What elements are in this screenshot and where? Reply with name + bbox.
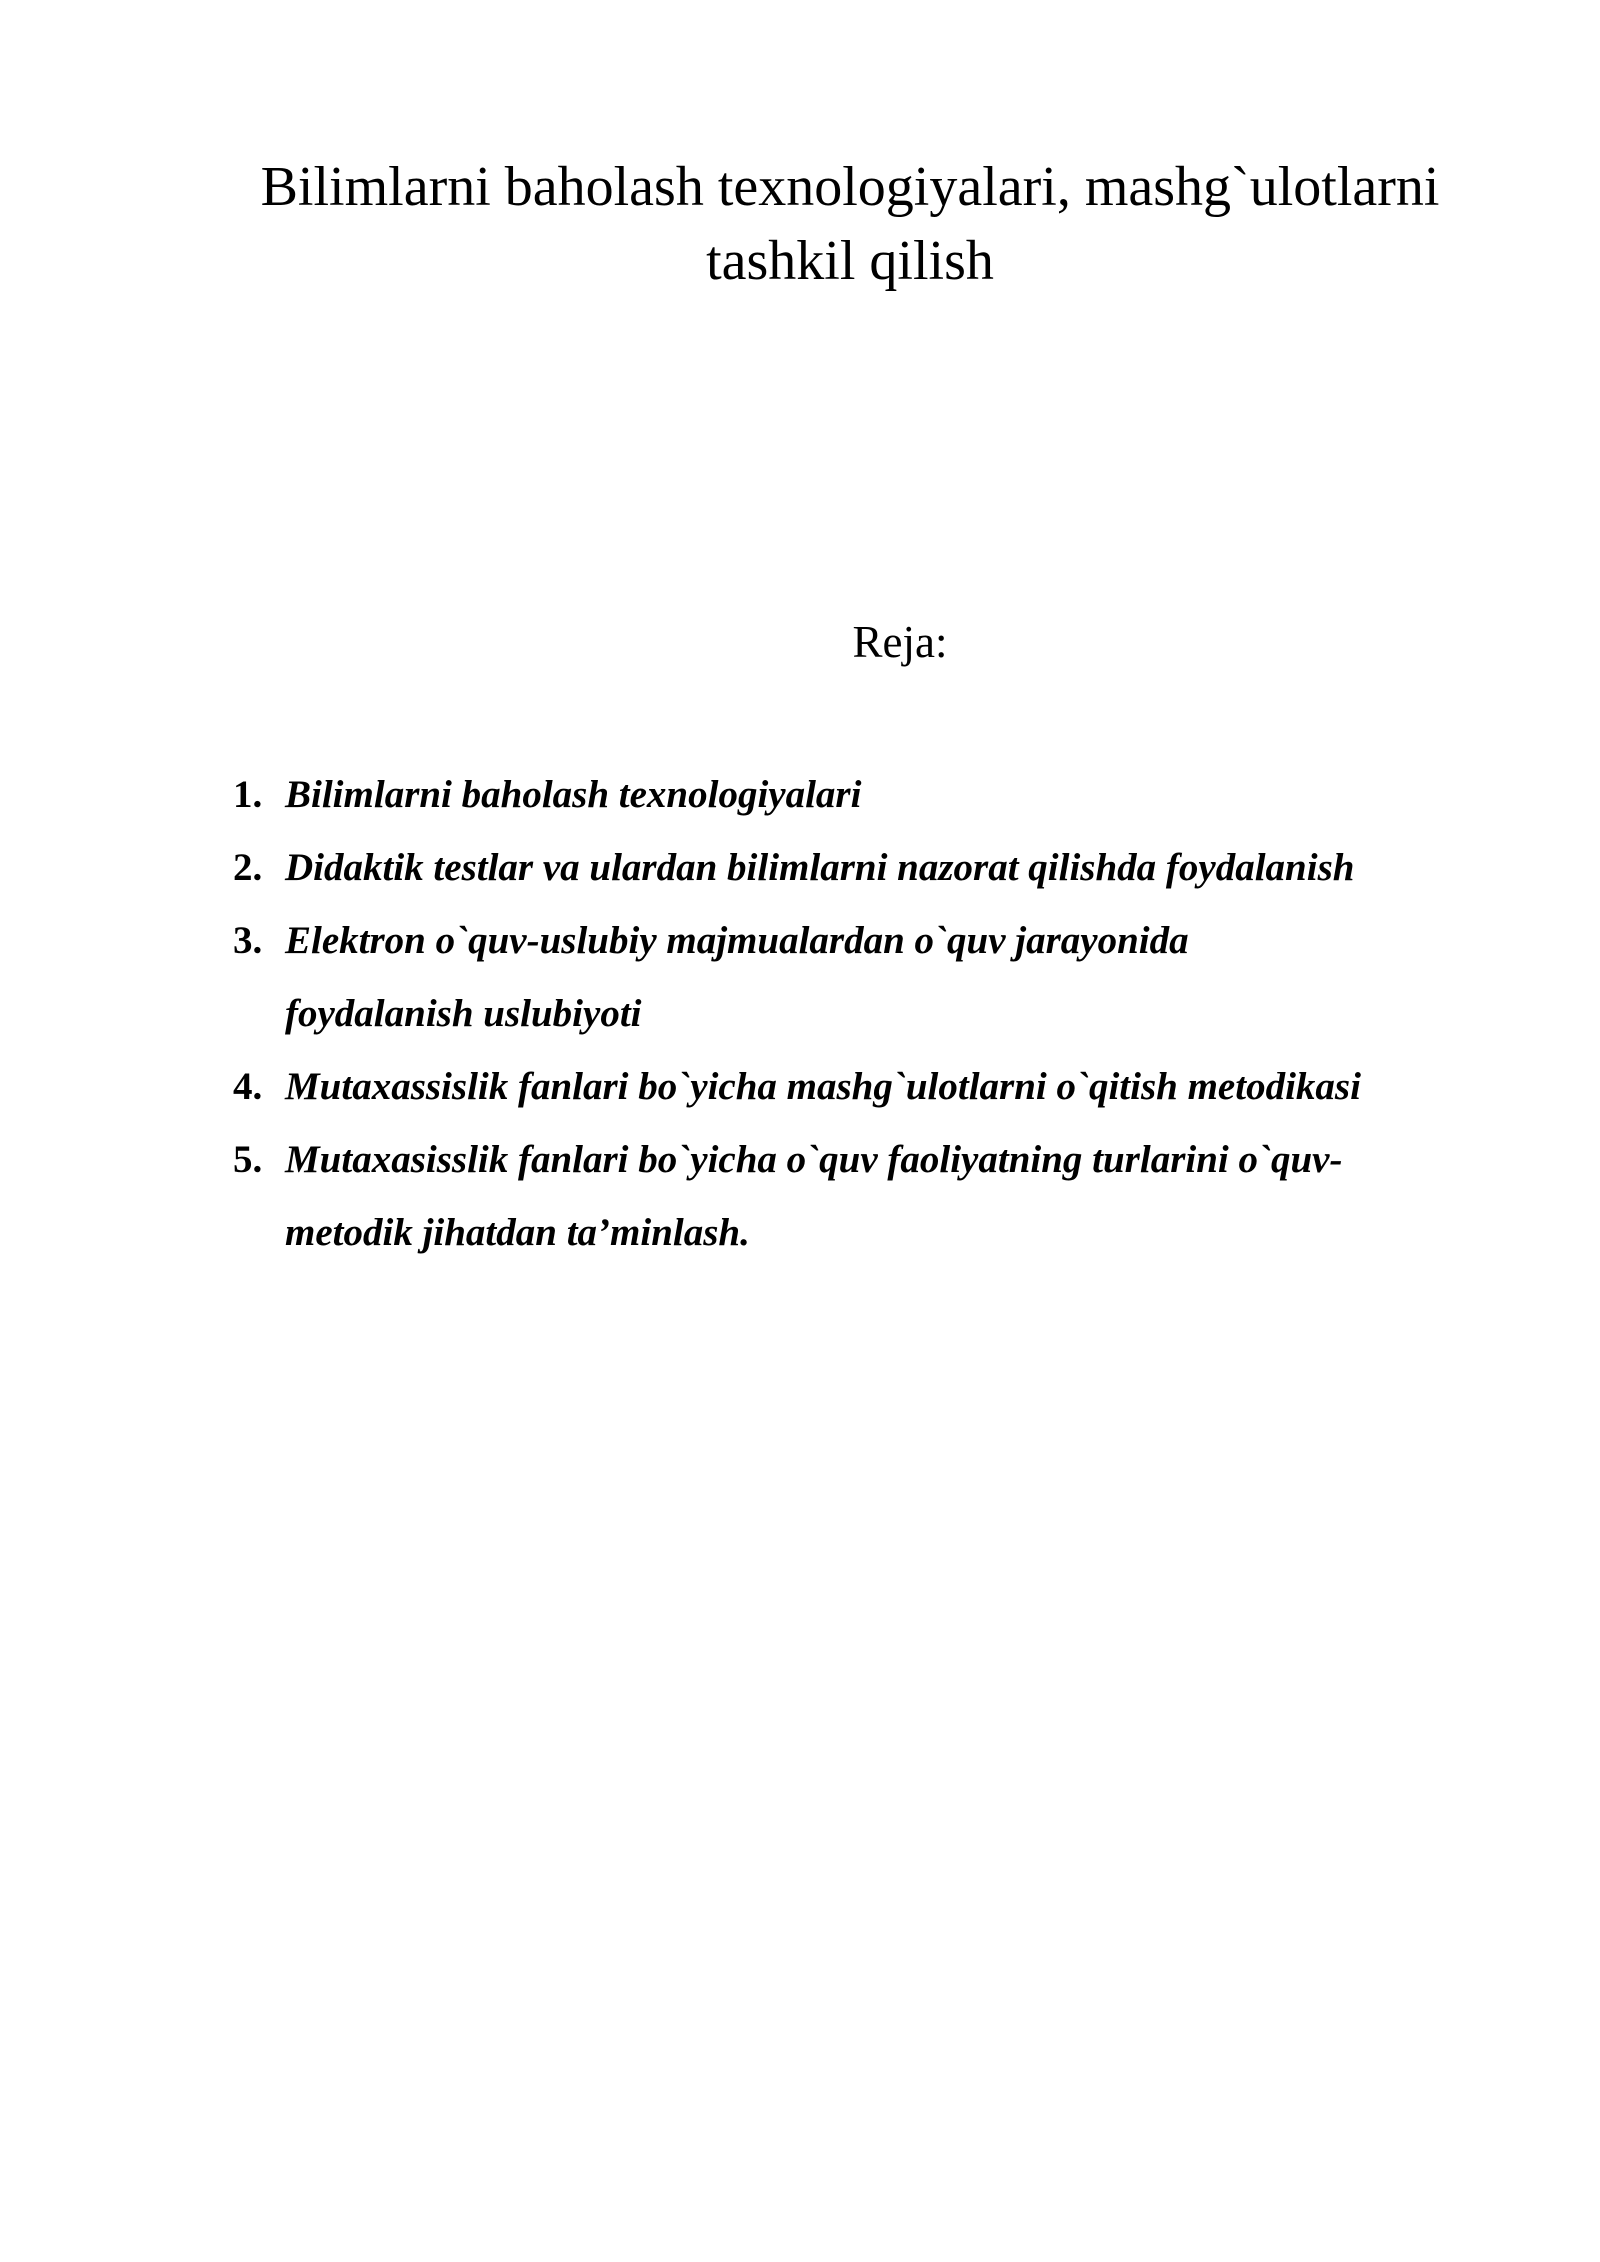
plan-item-text: Mutaxasisslik fanlari bo`yicha o`quv faoliyatning turlarini o`quv- — [285, 1138, 1343, 1181]
plan-item-5 — [233, 1123, 1533, 1269]
plan-item-number: 3. — [233, 919, 263, 962]
page-title-line-1: Bilimlarni baholash texnologiyalari, mashg`ulotlarni — [260, 156, 1440, 218]
plan-item-1 — [233, 758, 1533, 831]
plan-item-number: 1. — [233, 773, 263, 816]
plan-item-text: Elektron o`quv-uslubiy majmualardan o`quv jarayonida — [285, 919, 1189, 962]
plan-item-text: Bilimlarni baholash texnologiyalari — [285, 773, 862, 816]
plan-item-text: Mutaxassislik fanlari bo`yicha mashg`ulotlarni o`qitish metodikasi — [285, 1065, 1361, 1108]
plan-list — [233, 758, 1533, 1269]
plan-heading: Reja: — [852, 617, 948, 667]
plan-item-number: 4. — [233, 1065, 263, 1108]
plan-item-text-continued: metodik jihatdan ta’minlash. — [285, 1211, 750, 1254]
plan-item-4 — [233, 1050, 1533, 1123]
page-title — [200, 150, 1500, 298]
plan-item-text: Didaktik testlar va ulardan bilimlarni nazorat qilishda foydalanish — [285, 846, 1355, 889]
plan-item-number: 5. — [233, 1138, 263, 1181]
plan-item-number: 2. — [233, 846, 263, 889]
plan-item-text-continued: foydalanish uslubiyoti — [285, 992, 642, 1035]
page-title-line-2: tashkil qilish — [706, 230, 994, 292]
plan-item-2 — [233, 831, 1533, 904]
plan-item-3 — [233, 904, 1533, 1050]
